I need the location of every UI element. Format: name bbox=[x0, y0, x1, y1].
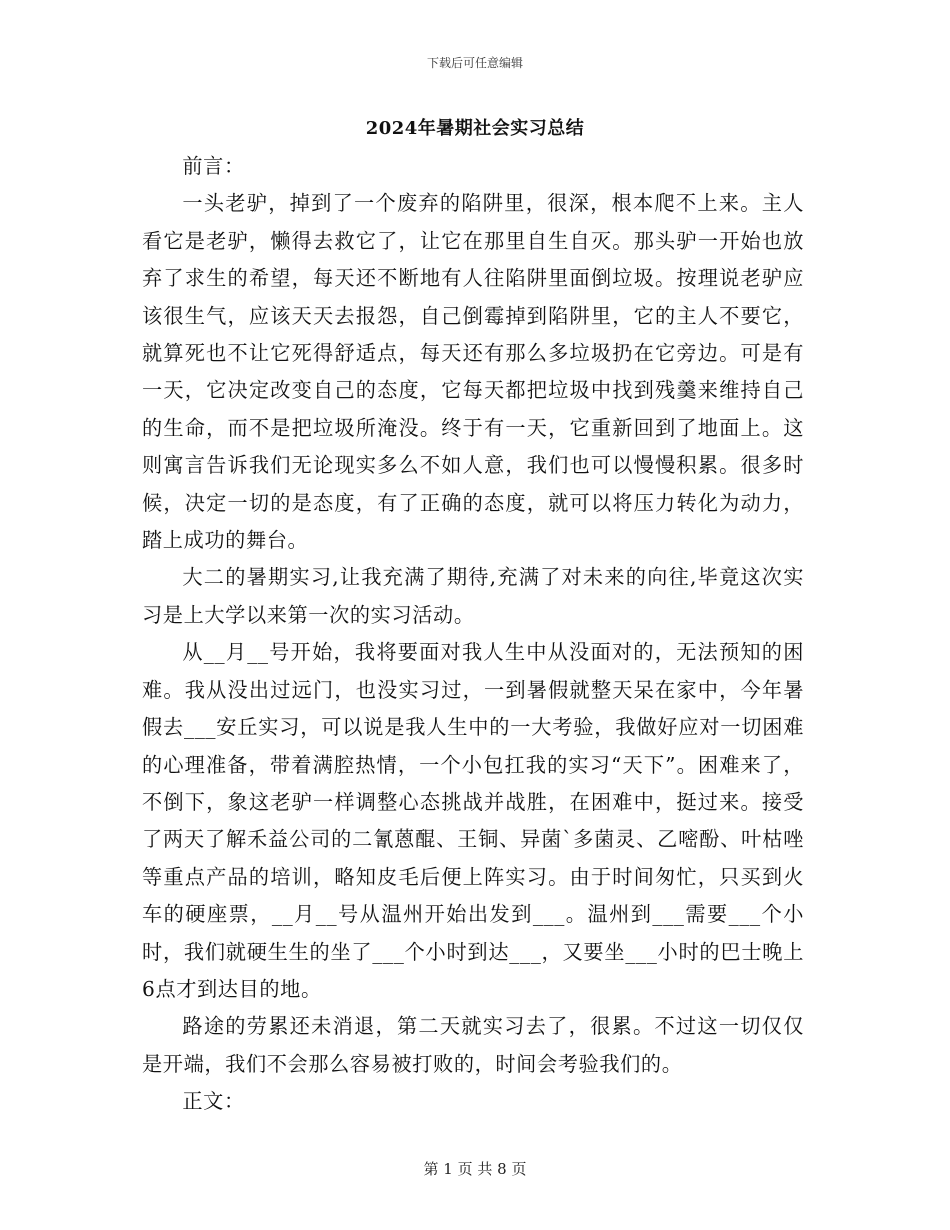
document-body bbox=[142, 148, 804, 1121]
paragraph-preface-heading: 前言： bbox=[182, 154, 245, 178]
paragraph-donkey-fable: 一头老驴，掉到了一个废弃的陷阱里，很深，根本爬不上来。主人看它是老驴，懒得去救它了，让它在那里自生自灭。那头驴一开始也放弃了求生的希望，每天还不断地有人往陷阱里面倒垃圾。按理说老驴应该很生气，应该天天去报怨，自己倒霉掉到陷阱里，它的主人不要它，就算死也不让它死得舒适点，每天还有那么多垃圾扔在它旁边。可是有一天，它决定改变自己的态度，它每天都把垃圾中找到残羹来维持自己的生命，而不是把垃圾所淹没。终于有一天，它重新回到了地面上。这则寓言告诉我们无论现实多么不如人意，我们也可以慢慢积累。很多时候，决定一切的是态度，有了正确的态度，就可以将压力转化为动力，踏上成功的舞台。 bbox=[142, 191, 804, 553]
paragraph-internship-expectation: 大二的暑期实习,让我充满了期待,充满了对未来的向往,毕竟这次实习是上大学以来第一次的实习活动。 bbox=[142, 565, 804, 627]
paragraph-main-heading: 正文： bbox=[182, 1089, 245, 1114]
page-number-footer: 第 1 页 共 8 页 bbox=[423, 1160, 527, 1178]
document-title: 2024年暑期社会实习总结 bbox=[365, 118, 585, 139]
paragraph-journey-training: 从__月__号开始，我将要面对我人生中从没面对的，无法预知的困难。我从没出过远门，也没实习过，一到暑假就整天呆在家中，今年暑假去___安丘实习，可以说是我人生中的一大考验，我做好应对一切困难的心理准备，带着满腔热情，一个小包扛我的实习“天下”。困难来了，不倒下，象这老驴一样调整心态挑战并战胜，在困难中，挺过来。接受了两天了解禾益公司的二氰蒽醌、王铜、异菌`多菌灵、乙嘧酚、叶枯唑等重点产品的培训，略知皮毛后便上阵实习。由于时间匆忙，只买到火车的硬座票，__月__号从温州开始出发到___。温州到___需要___个小时，我们就硬生生的坐了___个小时到达___，又要坐___小时的巴士晚上6点才到达目的地。 bbox=[142, 640, 804, 1001]
page-header-note: 下载后可任意编辑 bbox=[426, 56, 523, 70]
paragraph-first-day: 路途的劳累还未消退，第二天就实习去了，很累。不过这一切仅仅是开端，我们不会那么容易被打败的，时间会考验我们的。 bbox=[142, 1014, 804, 1076]
